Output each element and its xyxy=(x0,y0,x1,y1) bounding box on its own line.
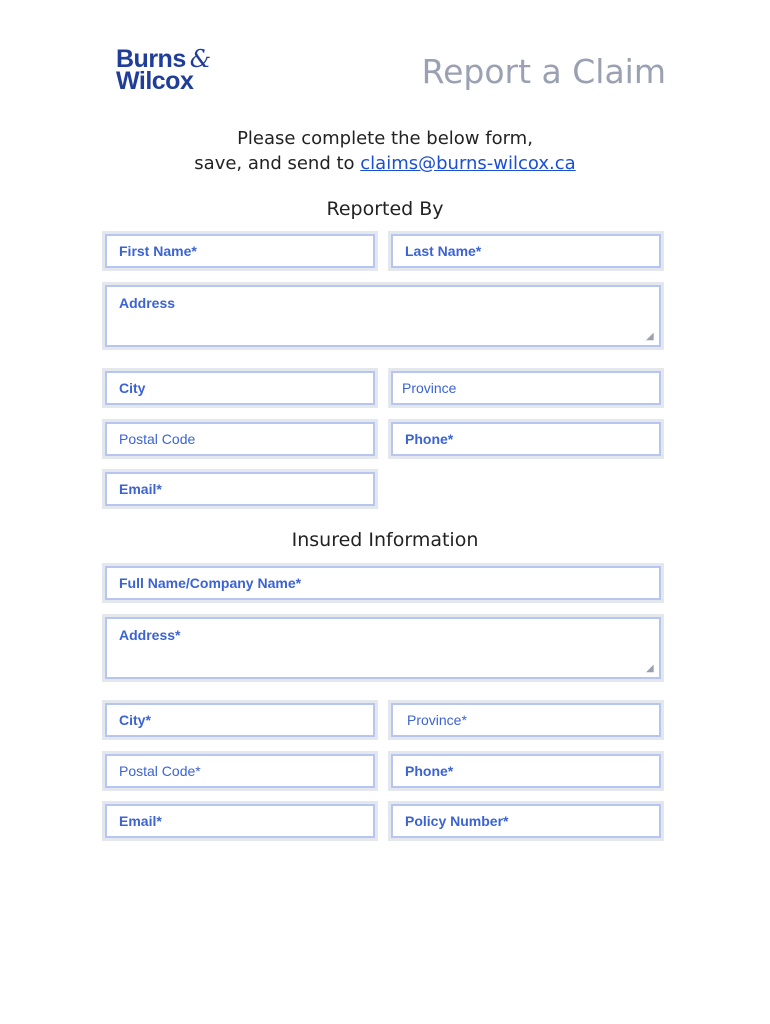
insured-email-input[interactable] xyxy=(105,804,375,838)
logo-ampersand: & xyxy=(189,45,211,73)
reported-postal-code-wrap xyxy=(102,419,378,459)
intro-line2 xyxy=(0,151,770,176)
reported-phone-input[interactable] xyxy=(391,422,661,456)
resize-grip-icon[interactable]: ◢ xyxy=(646,331,654,342)
insured-city-input[interactable] xyxy=(105,703,375,737)
claims-email-link[interactable]: claims@burns-wilcox.ca xyxy=(360,153,576,174)
reported-first-name-wrap xyxy=(102,231,378,271)
logo-line1: Burns xyxy=(116,45,186,73)
insured-phone-wrap xyxy=(388,751,664,791)
insured-postal-code-wrap xyxy=(102,751,378,791)
insured-address-wrap xyxy=(102,614,664,682)
reported-address-wrap xyxy=(102,282,664,350)
reported-first-name-input[interactable] xyxy=(105,234,375,268)
reported-email-wrap xyxy=(102,469,378,509)
intro-line2-prefix: save, and send to xyxy=(194,153,361,174)
insured-information-heading: Insured Information xyxy=(291,529,479,551)
insured-phone-input[interactable] xyxy=(391,754,661,788)
insured-postal-code-input[interactable] xyxy=(105,754,375,788)
insured-province-input[interactable] xyxy=(391,703,661,737)
insured-address-input[interactable] xyxy=(105,617,661,679)
reported-last-name-wrap xyxy=(388,231,664,271)
reported-email-input[interactable] xyxy=(105,472,375,506)
insured-policy-number-wrap xyxy=(388,801,664,841)
insured-policy-number-input[interactable] xyxy=(391,804,661,838)
reported-postal-code-input[interactable] xyxy=(105,422,375,456)
reported-city-input[interactable] xyxy=(105,371,375,405)
insured-email-wrap xyxy=(102,801,378,841)
insured-full-name-input[interactable] xyxy=(105,566,661,600)
reported-address-input[interactable] xyxy=(105,285,661,347)
insured-province-wrap xyxy=(388,700,664,740)
reported-city-wrap xyxy=(102,368,378,408)
insured-full-name-wrap xyxy=(102,563,664,603)
intro-text xyxy=(0,126,770,176)
burns-wilcox-logo xyxy=(116,45,211,95)
page-title: Report a Claim xyxy=(421,52,666,91)
insured-city-wrap xyxy=(102,700,378,740)
reported-by-heading: Reported By xyxy=(326,198,444,220)
reported-last-name-input[interactable] xyxy=(391,234,661,268)
resize-grip-icon[interactable]: ◢ xyxy=(646,663,654,674)
reported-province-wrap xyxy=(388,368,664,408)
reported-phone-wrap xyxy=(388,419,664,459)
intro-line1: Please complete the below form, xyxy=(237,128,533,149)
reported-province-input[interactable] xyxy=(391,371,661,405)
logo-line2: Wilcox xyxy=(116,67,194,95)
